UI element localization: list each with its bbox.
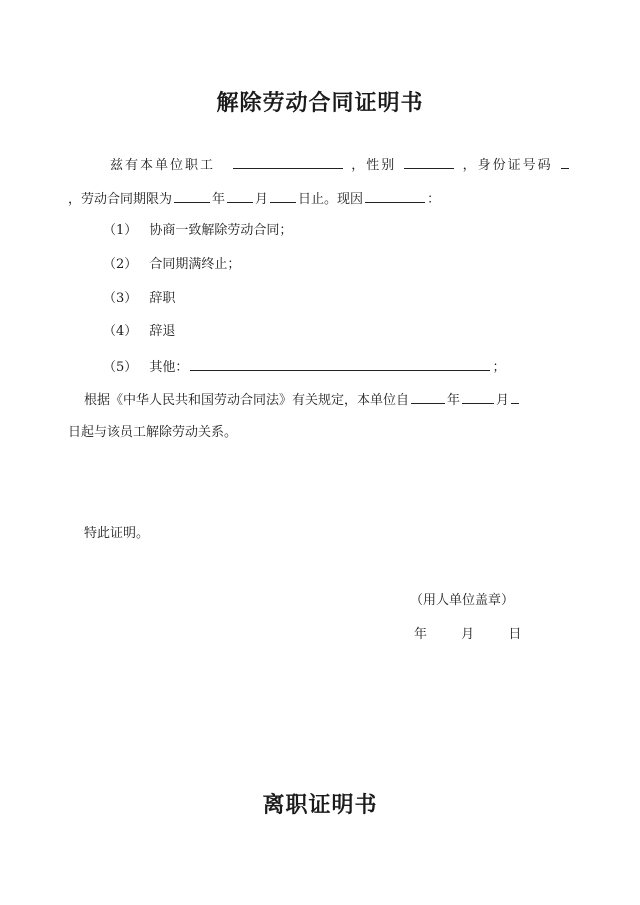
name-blank	[233, 155, 343, 169]
other-reason-blank	[190, 357, 490, 371]
reason-blank	[365, 189, 425, 203]
date-month-label: 月	[461, 627, 475, 642]
year-blank	[174, 189, 210, 203]
option-3-text: 辞职	[149, 291, 176, 306]
option-2	[103, 256, 240, 274]
term-day-label: 日止。现因	[298, 192, 364, 207]
seal-label: （用人单位盖章）	[410, 593, 515, 608]
option-5	[103, 357, 505, 377]
option-3-number: （3）	[103, 291, 138, 306]
date-line	[414, 626, 521, 644]
basis-year-label: 年	[447, 393, 461, 408]
gender-blank	[404, 155, 454, 169]
intro-text-c: ，身份证号码	[462, 158, 553, 173]
option-3	[103, 290, 175, 308]
term-month-label: 月	[255, 192, 269, 207]
basis-day-blank	[511, 390, 519, 404]
intro-text-a: 兹有本单位职工	[110, 158, 216, 173]
intro-line	[110, 155, 571, 175]
option-4-number: （4）	[103, 324, 138, 339]
option-1-number: （1）	[103, 223, 138, 238]
date-year-label: 年	[414, 627, 428, 642]
option-1-text: 协商一致解除劳动合同；	[149, 223, 293, 238]
option-5-text: 其他：	[149, 360, 189, 375]
option-2-text: 合同期满终止；	[149, 257, 241, 272]
option-2-number: （2）	[103, 257, 138, 272]
option-1	[103, 222, 292, 240]
option-5-end: ；	[492, 360, 506, 375]
option-4-text: 辞退	[149, 324, 176, 339]
certification-statement: 特此证明。	[84, 526, 150, 541]
intro-text-b: ，性别	[351, 158, 397, 173]
term-year-label: 年	[212, 192, 226, 207]
option-4	[103, 323, 175, 341]
option-5-number: （5）	[103, 360, 138, 375]
basis-year-blank	[411, 390, 445, 404]
month-blank	[227, 189, 253, 203]
term-colon: ：	[427, 192, 441, 207]
basis-month-blank	[462, 390, 494, 404]
next-page-title: 离职证明书	[262, 793, 378, 818]
term-text-a: ，劳动合同期限为	[68, 192, 173, 207]
document-title: 解除劳动合同证明书	[216, 91, 424, 116]
basis-text: 根据《中华人民共和国劳动合同法》有关规定，本单位自	[84, 393, 410, 408]
basis-line	[84, 390, 521, 410]
contract-term-line	[68, 189, 440, 209]
date-day-label: 日	[508, 627, 522, 642]
basis-line-2: 日起与该员工解除劳动关系。	[68, 425, 238, 440]
day-blank	[270, 189, 296, 203]
id-blank	[561, 155, 569, 169]
basis-month-label: 月	[496, 393, 510, 408]
